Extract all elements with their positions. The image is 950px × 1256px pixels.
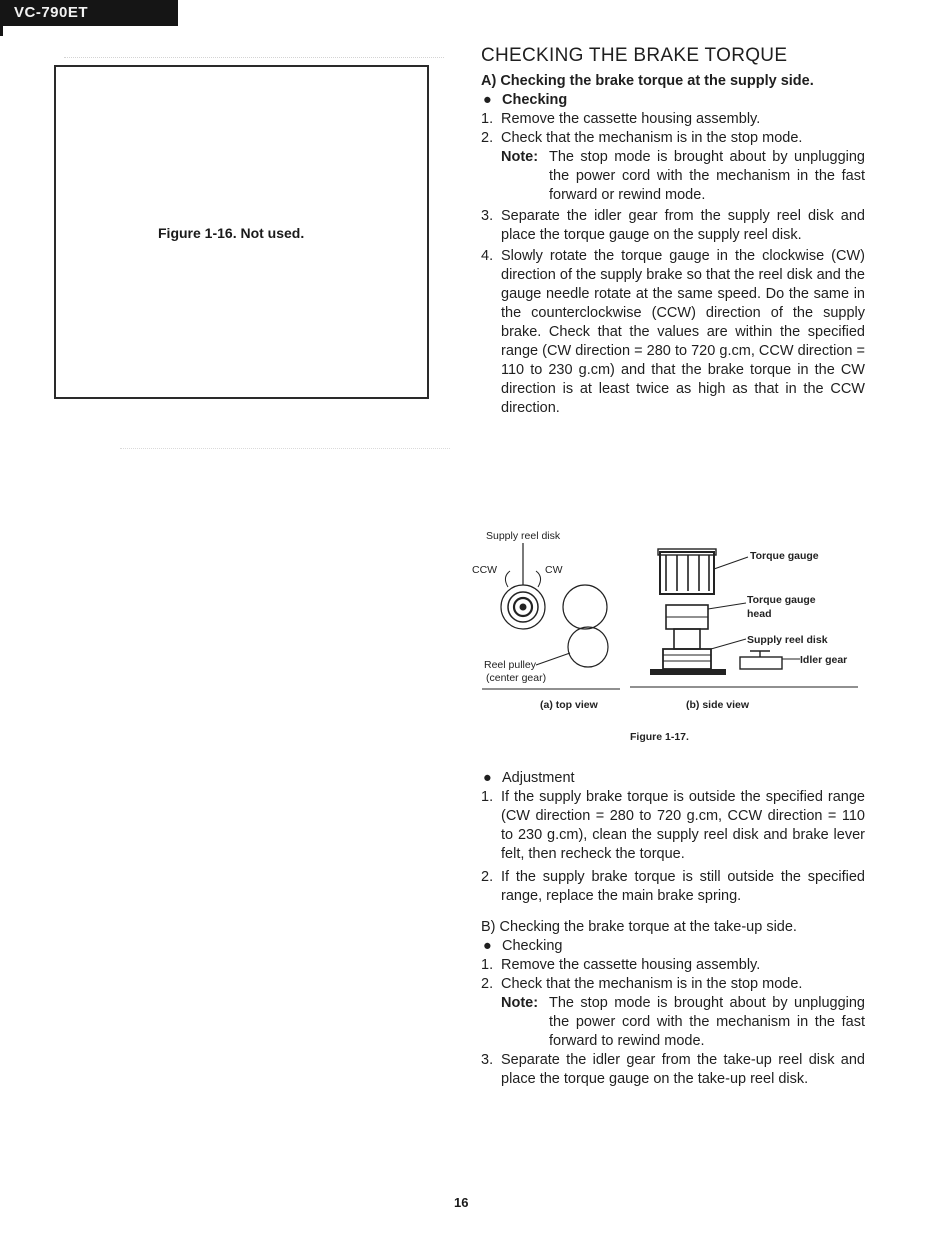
list-item: 3. Separate the idler gear from the take-up reel disk and place the torque gauge on the take-up reel disk.: [481, 1052, 865, 1087]
checking-label: ● Checking: [483, 92, 568, 108]
gauge-shaft: [674, 629, 700, 649]
bleed-through: [120, 438, 450, 449]
figure-1-16-caption: Figure 1-16. Not used.: [158, 225, 305, 241]
list-item: 2. Check that the mechanism is in the stop mode.: [481, 976, 803, 992]
side-view-caption: (b) side view: [686, 699, 750, 711]
leader-line: [714, 557, 748, 569]
section-a: [481, 44, 865, 418]
idler-gear-side: [740, 657, 782, 669]
page-title: CHECKING THE BRAKE TORQUE: [481, 45, 788, 66]
section-b-steps-cont: [481, 1051, 865, 1089]
cw-arrow: [536, 571, 541, 587]
leader-line: [711, 639, 746, 649]
list-item: 2. Check that the mechanism is in the stop mode.: [481, 130, 803, 146]
adjustment-label: ● Adjustment: [483, 770, 575, 786]
chassis-plate: [650, 669, 726, 675]
note: Note: The stop mode is brought about by unplugging the power cord with the mechanism in the fast forward or rewind mode.: [501, 149, 865, 203]
list-item: 1. Remove the cassette housing assembly.: [481, 111, 761, 127]
leader-line: [708, 603, 746, 609]
torque-gauge-label: Torque gauge: [750, 550, 819, 562]
list-item: 1. If the supply brake torque is outside the specified range (CW direction = 280 to 720 g.cm, CCW direction = 110 to 230 g.cm), clean the supply reel disk and brake lever felt, then recheck the torque.: [481, 789, 865, 862]
idler-gear-label: Idler gear: [800, 654, 848, 666]
spindle: [520, 604, 527, 611]
idler-gear-top: [563, 585, 607, 629]
section-a-heading: A) Checking the brake torque at the supply side.: [481, 73, 814, 89]
note: Note: The stop mode is brought about by unplugging the power cord with the mechanism in the fast forward to rewind mode.: [501, 995, 865, 1049]
supply-reel-disk-label: Supply reel disk: [486, 530, 561, 542]
checking-label: ● Checking: [483, 938, 563, 954]
list-item: 1. Remove the cassette housing assembly.: [481, 957, 761, 973]
list-item: 4. Slowly rotate the torque gauge in the clockwise (CW) direction of the supply brake so that the reel disk and the gauge needle rotate at the same speed. Do the same in the counterclockwise (CCW) direction of the supply brake. Check that the values are within the specified range (CW direction = 280 to 720 g.cm, CCW direction = 110 to 230 g.cm) and that the brake torque in the CW direction is at least twice as high as that in the CCW direction.: [481, 248, 865, 416]
reel-pulley-top: [568, 627, 608, 667]
adjustment-section: [481, 769, 865, 1089]
list-item: 2. If the supply brake torque is still outside the specified range, replace the main brake spring.: [481, 869, 865, 904]
bleed-through: [64, 45, 444, 58]
model-tag: VC-790ET: [0, 0, 178, 26]
section-b-heading: B) Checking the brake torque at the take-up side.: [481, 919, 797, 935]
ccw-label: CCW: [472, 564, 498, 576]
figure-1-17-caption: Figure 1-17.: [630, 731, 689, 743]
section-a-steps: [481, 110, 865, 148]
leader-line: [536, 653, 570, 665]
torque-gauge-body: [660, 552, 714, 594]
unused-figure-frame: [54, 65, 429, 399]
torque-gauge-head-label-2: head: [747, 608, 772, 620]
top-view-caption: (a) top view: [540, 699, 598, 711]
center-gear-label: (center gear): [486, 672, 547, 684]
reel-pulley-label: Reel pulley: [484, 659, 536, 671]
supply-reel-disk-side: [663, 649, 711, 669]
section-a-steps-cont: [481, 207, 865, 418]
list-item: 3. Separate the idler gear from the supply reel disk and place the torque gauge on the supply reel disk.: [481, 208, 865, 243]
cw-label: CW: [545, 564, 563, 576]
torque-gauge-head-label: Torque gauge: [747, 594, 816, 606]
supply-reel-disk-side-label: Supply reel disk: [747, 634, 828, 646]
adjustment-steps: [481, 788, 865, 906]
page-number: 16: [454, 1195, 469, 1210]
ccw-arrow: [505, 571, 510, 587]
margin-rule: [0, 26, 3, 36]
section-b-steps: [481, 956, 865, 994]
torque-gauge-diagram: [470, 525, 890, 750]
